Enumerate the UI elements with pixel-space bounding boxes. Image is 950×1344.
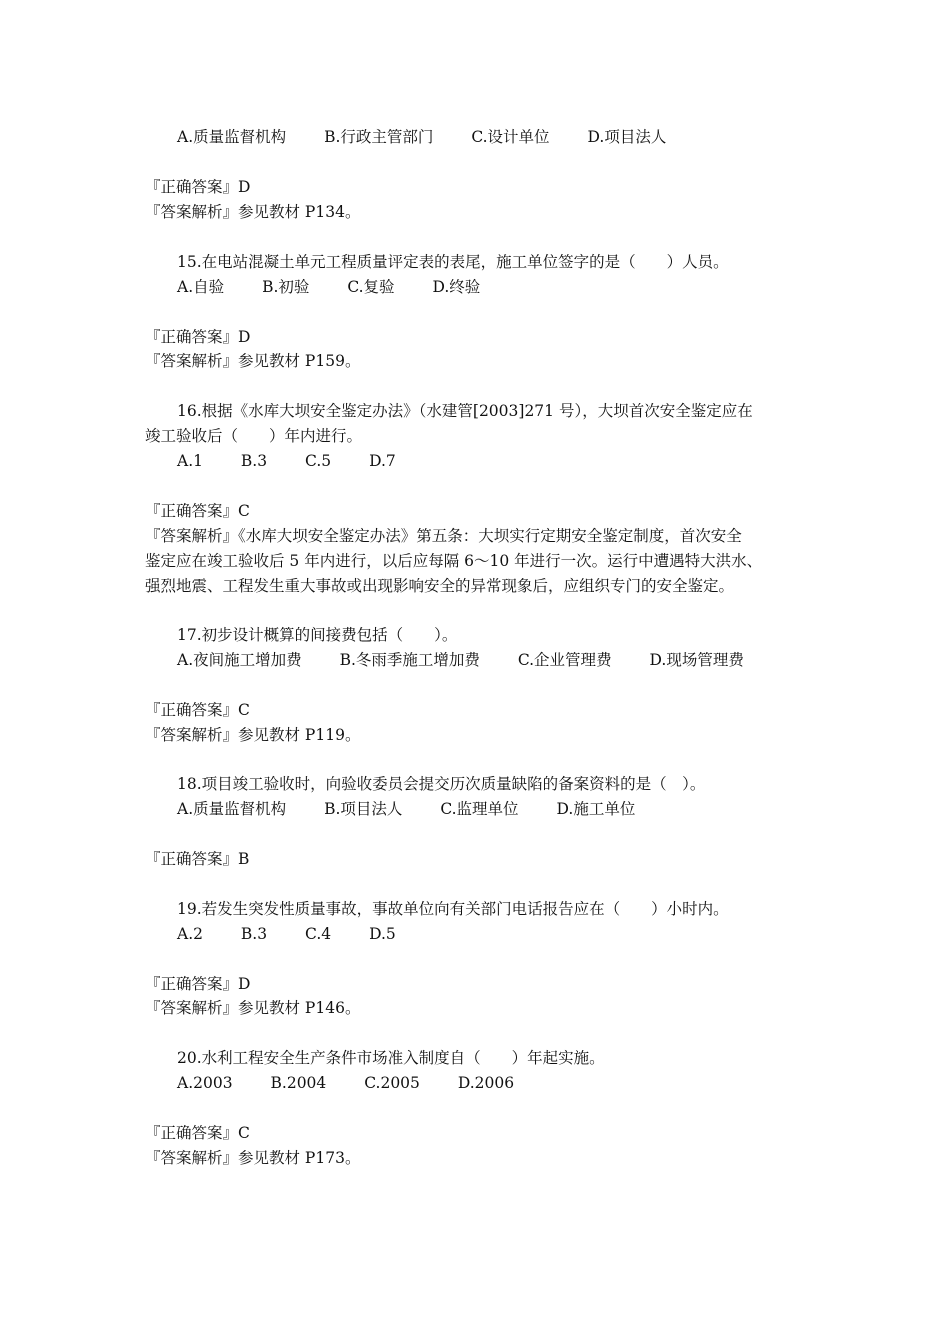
q14-options xyxy=(177,130,666,146)
q16-analysis-line2: 鉴定应在竣工验收后 5 年内进行，以后应每隔 6～10 年进行一次。运行中遭遇特大洪水、 xyxy=(145,552,763,570)
q14-option-c: C.设计单位 xyxy=(471,128,550,146)
q19-option-d: D.5 xyxy=(369,925,396,943)
q17-option-a: A.夜间施工增加费 xyxy=(177,651,302,669)
q19-stem: 19.若发生突发性质量事故，事故单位向有关部门电话报告应在（ ）小时内。 xyxy=(177,900,729,918)
q16-option-a: A.1 xyxy=(177,452,203,470)
q14-option-d: D.项目法人 xyxy=(587,128,667,146)
q15-options xyxy=(177,280,480,296)
q17-option-d: D.现场管理费 xyxy=(649,651,744,669)
q19-option-b: B.3 xyxy=(240,925,268,943)
q20-options xyxy=(177,1076,514,1092)
q14-analysis: 『答案解析』参见教材 P134。 xyxy=(145,203,361,221)
q19-options xyxy=(177,927,396,943)
q16-options xyxy=(177,454,396,470)
q18-option-d: D.施工单位 xyxy=(556,800,636,818)
q17-options xyxy=(177,653,744,669)
q16-stem-line2: 竣工验收后（ ）年内进行。 xyxy=(145,427,363,445)
q20-option-d: D.2006 xyxy=(457,1074,515,1092)
q19-answer: 『正确答案』D xyxy=(145,975,251,993)
q17-stem: 17.初步设计概算的间接费包括（ ）。 xyxy=(177,626,458,644)
q18-stem: 18.项目竣工验收时，向验收委员会提交历次质量缺陷的备案资料的是（ ）。 xyxy=(177,775,706,793)
q14-answer: 『正确答案』D xyxy=(145,178,251,196)
q16-option-c: C.5 xyxy=(305,452,332,470)
q16-analysis-line1: 『答案解析』《水库大坝安全鉴定办法》第五条：大坝实行定期安全鉴定制度，首次安全 xyxy=(145,527,742,545)
q15-stem: 15.在电站混凝土单元工程质量评定表的表尾，施工单位签字的是（ ）人员。 xyxy=(177,253,729,271)
q15-option-c: C.复验 xyxy=(347,278,395,296)
q15-answer: 『正确答案』D xyxy=(145,328,251,346)
q18-option-b: B.项目法人 xyxy=(324,800,403,818)
q17-option-c: C.企业管理费 xyxy=(517,651,612,669)
q20-stem: 20.水利工程安全生产条件市场准入制度自（ ）年起实施。 xyxy=(177,1049,605,1067)
q16-option-b: B.3 xyxy=(240,452,268,470)
q16-answer: 『正确答案』C xyxy=(145,502,250,520)
q19-option-a: A.2 xyxy=(177,925,203,943)
q15-option-b: B.初验 xyxy=(262,278,310,296)
q15-option-d: D.终验 xyxy=(432,278,481,296)
q16-stem-line1: 16.根据《水库大坝安全鉴定办法》（水建管[2003]271 号），大坝首次安全鉴定应在 xyxy=(177,402,753,420)
q20-option-a: A.2003 xyxy=(177,1074,233,1092)
q14-option-b: B.行政主管部门 xyxy=(324,128,434,146)
q19-option-c: C.4 xyxy=(305,925,332,943)
q20-analysis: 『答案解析』参见教材 P173。 xyxy=(145,1149,361,1167)
q17-option-b: B.冬雨季施工增加费 xyxy=(339,651,480,669)
q18-option-a: A.质量监督机构 xyxy=(177,800,287,818)
q20-option-b: B.2004 xyxy=(270,1074,327,1092)
q16-analysis-line3: 强烈地震、工程发生重大事故或出现影响安全的异常现象后，应组织专门的安全鉴定。 xyxy=(145,577,735,595)
q16-option-d: D.7 xyxy=(369,452,396,470)
q17-answer: 『正确答案』C xyxy=(145,701,250,719)
q19-analysis: 『答案解析』参见教材 P146。 xyxy=(145,999,361,1017)
q15-option-a: A.自验 xyxy=(177,278,225,296)
q18-options xyxy=(177,802,635,818)
q18-answer: 『正确答案』B xyxy=(145,850,250,868)
q14-option-a: A.质量监督机构 xyxy=(177,128,287,146)
q17-analysis: 『答案解析』参见教材 P119。 xyxy=(145,726,361,744)
q20-answer: 『正确答案』C xyxy=(145,1124,250,1142)
q18-option-c: C.监理单位 xyxy=(440,800,519,818)
q15-analysis: 『答案解析』参见教材 P159。 xyxy=(145,352,361,370)
q20-option-c: C.2005 xyxy=(364,1074,420,1092)
